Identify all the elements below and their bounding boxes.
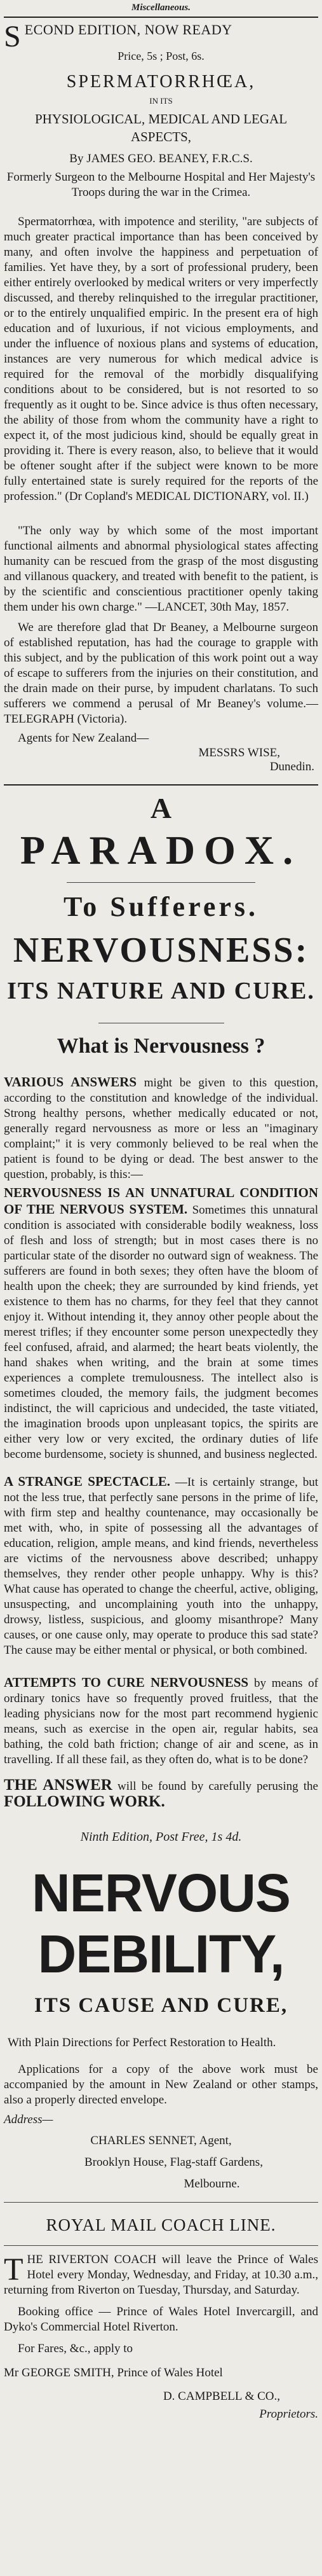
answer-head: THE ANSWER <box>4 1776 112 1794</box>
attempts-head: ATTEMPTS TO CURE NERVOUSNESS <box>4 1675 249 1690</box>
attempts-text: by means of ordinary tonics have so frequently proved fruitless, that the leading physicians now for the most part recommend hygienic means, such as exercise in the open air, regular habits, sea bathing, the cold bath friction; change of air and scene, as in travelling. If all these fail, as they often do, what is to be done? <box>4 1677 319 1766</box>
applications-text: Applications for a copy of the above work must be accompanied by the amount in New Zealand or other stamps, also a properly directed envelope. <box>4 2063 318 2107</box>
to-sufferers: To Sufferers. <box>64 891 258 922</box>
ninth-edition: Ninth Edition, Post Free, 1s 4d. <box>80 1830 242 1844</box>
price-line: Price, 5s ; Post, 6s. <box>117 50 205 62</box>
edition-text: ECOND EDITION, NOW READY <box>24 22 232 38</box>
unnatural-para <box>4 1185 318 1462</box>
divider <box>67 882 255 883</box>
coach-title: ROYAL MAIL COACH LINE. <box>46 2215 276 2234</box>
copland-quote: Spermatorrhœa, with impotence and sterility, "are subjects of much greater practical importance than has been conceived by many, and often involve the happiness and perpetuation of families. Yet have they, by a sort of professional prudery, been either entirely overlooked by medical writers or very imperfectly discussed, and thereby relinquished to the irregular practitioner, or to the entirely unqualified empiric. In the present era of high education and of luxurious, if not vicious employments, and under the influence of noxious plans and systems of education, instances are very numerous for which medical advice is required for the removal of the morbidly disqualifying conditions about to be considered, but is not resorted to so frequently as it ought to be. Since advice is thus often necessary, the ability of those from whom the community have a right to expect it, of the most judicious kind, should be equally great in providing it. There is every reason, also, to believe that it would be oftener sought after if the subject were known to be more fully entertained state is surely required for the reports of the profession." (Dr Copland's MEDICAL DICTIONARY, vol. II.) <box>4 215 318 503</box>
edition-line <box>4 20 318 53</box>
agents-label: Agents for New Zealand— <box>18 731 149 745</box>
booking-text: Booking office — Prince of Wales Hotel Invercargill, and Dyko's Commercial Hotel Riverton. <box>4 2305 318 2334</box>
coach-intro <box>4 2252 318 2298</box>
nature-cure: ITS NATURE AND CURE. <box>7 978 315 1004</box>
newspaper-column <box>4 0 318 2421</box>
address-label: Address— <box>4 2113 53 2126</box>
answer-text: will be found by carefully perusing the <box>117 1780 318 1793</box>
cause-cure-title: ITS CAUSE AND CURE, <box>34 1994 288 2017</box>
plain-directions: With Plain Directions for Perfect Restoration to Health. <box>8 2036 276 2049</box>
telegraph-quote: We are therefore glad that Dr Beaney, a Melbourne surgeon of established reputation, has had the courage to grapple with this subject, and by the publication of this work point out a way of escape to sufferers from the injuries on their constitution, and the drain made on their purse, by impudent charlatans. To such sufferers we commend a perusal of Mr Beaney's volume.—TELEGRAPH (Victoria). <box>4 621 318 726</box>
strange-head: A STRANGE SPECTACLE. <box>4 1474 170 1489</box>
attempts-para <box>4 1675 318 1768</box>
drop-cap: S <box>4 20 21 53</box>
strange-text: —It is certainly strange, but not the less true, that perfectly sane persons in the prime of life, with firm step and healthy countenance, may occasionally be met with, who, in spite of possessing all the advantages of education, religion, ample means, and kind friends, nevertheless are victims of the nervousness above described; unhappy themselves, they render other people unhappy. Why is this? What cause has operated to change the cheerful, active, obliging, unsuspecting, and uncomplaining youth into the unhappy, drowsy, listless, suspicious, and gloomy misanthrope? Many causes, or one cause only, may operate to produce this sad state? The cause may be either mental or physical, or both combined. <box>4 1476 318 1657</box>
paradox-title: PARADOX. <box>20 828 302 873</box>
various-answers-text: might be given to this question, according to the constitution and knowledge of the individual. Strong healthy persons, whether medically educated or not, generally regard nervousness as more or less an "imaginary complaint;" it is very commonly believed to be real when the patient is found to be dying or dead. The best answer to the question, probably, is this:— <box>4 1076 318 1181</box>
author-line: By JAMES GEO. BEANEY, F.R.C.S. <box>69 152 253 165</box>
agent-city: Dunedin. <box>269 760 314 773</box>
proprietors: Proprietors. <box>259 2407 318 2421</box>
house-line: Brooklyn House, Flag-staff Gardens, <box>84 2156 263 2169</box>
firm-name: D. CAMPBELL & CO., <box>163 2390 280 2403</box>
unnatural-head: NERVOUSNESS IS AN UNNATURAL CONDITION OF THE NERVOUS SYSTEM. <box>4 1185 318 1217</box>
various-answers-para <box>4 1074 318 1182</box>
lancet-quote: "The only way by which some of the most important functional ailments and abnormal physiological states affecting humanity can be rescued from the grasp of the most disgusting and villanous quackery, and treated with benefit to the patient, is by the scientific and conscientious practitioner openly taking them under his own charge." —LANCET, 30th May, 1857. <box>4 524 318 614</box>
fares-text: For Fares, &c., apply to <box>18 2342 133 2355</box>
coach-line-ad <box>4 2203 318 2421</box>
section-label: Miscellaneous. <box>131 3 191 13</box>
coach-text: HE RIVERTON COACH will leave the Prince of Wales Hotel every Monday, Wednesday, and Friday, at 10.30 a.m., returning from Riverton on Tuesday, Thursday, and Saturday. <box>4 2253 318 2297</box>
divider <box>4 2245 318 2246</box>
agent-line: CHARLES SENNET, Agent, <box>90 2134 232 2147</box>
contact-line: Mr GEORGE SMITH, Prince of Wales Hotel <box>4 2366 223 2379</box>
agent-name: MESSRS WISE, <box>198 746 280 759</box>
a-title: A <box>150 792 172 824</box>
what-is-nervousness: What is Nervousness ? <box>57 1034 265 1058</box>
strange-para <box>4 1474 318 1658</box>
various-answers-head: VARIOUS ANSWERS <box>4 1074 137 1090</box>
spermatorrhoea-ad <box>4 18 318 774</box>
following-work: FOLLOWING WORK. <box>4 1793 165 1810</box>
nervous-debility-ad <box>4 1845 318 2192</box>
answer-para <box>4 1778 318 1811</box>
city-line: Melbourne. <box>184 2177 240 2191</box>
book-subtitle: PHYSIOLOGICAL, MEDICAL AND LEGAL ASPECTS, <box>34 111 288 144</box>
unnatural-text: Sometimes this unnatural condition is associated with considerable bodily weakness, loss of flesh and loss of strength; but in most cases there is no particular state of the disorder no outward sign of weakness. The sufferers are found in both sexes; they often have the bloom of health upon the cheek; they are surrounded by kind friends, yet existence to them has no charms, for they feel that they cannot enjoy it. Without intending it, they annoy other people about the merest trifles; if they encounter some person unexpectedly they feel confused, afraid, and alarmed; the heart beats violently, the hand shakes when writing, and the brain at some times experiences a complete tremulousness. The intellect also is sometimes clouded, the memory fails, the judgment becomes indistinct, the will capricious and undecided, the taste vitiated, the imagination broods upon unpleasant topics, the spirits are either very low or very excited, the ordinary duties of life become burdensome, society is shunned, and business neglected. <box>4 1203 319 1461</box>
coach-drop-cap: T <box>4 2251 23 2287</box>
credentials: Formerly Surgeon to the Melbourne Hospital and Her Majesty's Troops during the war in the Crimea. <box>6 170 316 199</box>
in-its: IN ITS <box>149 96 173 106</box>
nervous-debility-title: NERVOUS DEBILITY, <box>32 1863 290 1984</box>
book-title: SPERMATORRHŒA, <box>66 72 256 92</box>
paradox-ad <box>4 786 318 1845</box>
nervousness-title: NERVOUSNESS: <box>13 931 309 970</box>
